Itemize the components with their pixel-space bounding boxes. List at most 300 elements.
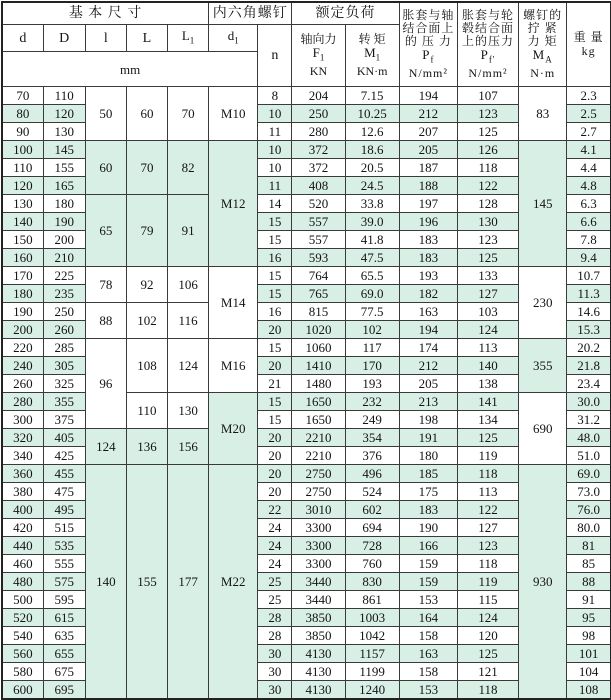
cell-d1: M14 [209,267,258,339]
cell-MA: 355 [519,339,567,393]
header-label: n [271,48,279,63]
cell-F: 204 [292,87,345,105]
cell-n: 15 [258,213,292,231]
cell-D: 455 [43,465,85,483]
cell-F: 764 [292,267,345,285]
cell-D: 285 [43,339,85,357]
cell-kg: 80.0 [567,519,611,537]
cell-Pf: 213 [399,393,457,411]
unit-label: N/mm² [468,66,508,81]
cell-n: 10 [258,159,292,177]
cell-MA: 230 [519,267,567,339]
cell-L: 60 [126,87,167,141]
cell-kg: 81 [567,537,611,555]
cell-kg: 51.0 [567,447,611,465]
cell-Pf: 197 [399,195,457,213]
cell-D: 180 [43,195,85,213]
cell-kg: 48.0 [567,429,611,447]
cell-d: 170 [2,267,43,285]
cell-d: 400 [2,501,43,519]
cell-d: 600 [2,681,43,700]
cell-d: 130 [2,195,43,213]
header-text: 螺钉的 拧 紧 力 矩 [523,7,563,48]
cell-Pf: 198 [399,411,457,429]
cell-M: 760 [345,555,399,573]
cell-n: 8 [258,87,292,105]
col-D [43,25,85,52]
spec-table [1,1,611,700]
cell-kg: 10.7 [567,267,611,285]
formula-symbol: $P_f$ [422,46,435,65]
cell-Pfp: 127 [457,519,518,537]
cell-M: 1199 [345,663,399,681]
cell-F: 372 [292,141,345,159]
cell-n: 24 [258,519,292,537]
cell-F: 3010 [292,501,345,519]
cell-M: 193 [345,375,399,393]
cell-F: 3300 [292,555,345,573]
cell-kg: 95 [567,609,611,627]
cell-L: 155 [126,465,167,700]
cell-D: 110 [43,87,85,105]
cell-n: 25 [258,573,292,591]
cell-L: 70 [126,141,167,195]
col-weight [567,2,611,87]
cell-Pf: 183 [399,231,457,249]
cell-Pf: 187 [399,159,457,177]
cell-D: 635 [43,627,85,645]
cell-n: 15 [258,231,292,249]
cell-Pfp: 113 [457,339,518,357]
header-text: 重 量 [573,30,604,44]
cell-M: 1042 [345,627,399,645]
cell-Pfp: 141 [457,393,518,411]
cell-D: 250 [43,303,85,321]
col-L1 [168,25,209,52]
cell-d: 340 [2,447,43,465]
cell-Pf: 164 [399,609,457,627]
cell-kg: 7.8 [567,231,611,249]
cell-Pf: 193 [399,267,457,285]
cell-Pfp: 140 [457,357,518,375]
group-basic-dimensions [2,2,209,25]
spec-table-header [2,2,611,87]
cell-F: 2750 [292,465,345,483]
cell-D: 405 [43,429,85,447]
cell-Pfp: 118 [457,465,518,483]
cell-n: 30 [258,681,292,700]
cell-Pf: 194 [399,321,457,339]
cell-kg: 4.8 [567,177,611,195]
cell-Pf: 212 [399,357,457,375]
cell-M: 861 [345,591,399,609]
cell-L1: 177 [168,465,209,700]
col-d [2,25,43,52]
cell-kg: 15.3 [567,321,611,339]
cell-n: 16 [258,303,292,321]
formula-symbol: $L_1$ [181,27,195,46]
cell-L: 136 [126,429,167,465]
cell-M: 1157 [345,645,399,663]
cell-Pfp: 118 [457,555,518,573]
cell-Pfp: 124 [457,609,518,627]
cell-Pf: 158 [399,663,457,681]
cell-F: 557 [292,213,345,231]
formula-symbol: $M_A$ [532,46,553,65]
cell-d1: M20 [209,393,258,465]
cell-kg: 9.4 [567,249,611,267]
cell-Pfp: 126 [457,141,518,159]
cell-d1: M12 [209,141,258,267]
cell-kg: 91 [567,591,611,609]
cell-F: 2750 [292,483,345,501]
cell-n: 20 [258,483,292,501]
cell-M: 77.5 [345,303,399,321]
table-row [2,339,611,357]
cell-Pfp: 125 [457,249,518,267]
cell-L1: 124 [168,339,209,393]
cell-Pfp: 120 [457,627,518,645]
cell-M: 524 [345,483,399,501]
cell-n: 15 [258,411,292,429]
cell-F: 1020 [292,321,345,339]
cell-D: 305 [43,357,85,375]
cell-Pf: 159 [399,555,457,573]
cell-M: 1240 [345,681,399,700]
cell-M: 41.8 [345,231,399,249]
cell-kg: 69.0 [567,465,611,483]
formula-symbol: $M_1$ [364,44,381,63]
cell-L1: 91 [168,195,209,267]
cell-n: 10 [258,105,292,123]
cell-Pfp: 133 [457,267,518,285]
group-hex-socket-screws [209,2,292,25]
cell-D: 595 [43,591,85,609]
cell-Pf: 194 [399,87,457,105]
header-text: 转 矩 [358,31,386,46]
cell-d: 150 [2,231,43,249]
cell-d1: M16 [209,339,258,393]
cell-F: 3850 [292,627,345,645]
cell-D: 200 [43,231,85,249]
cell-L: 108 [126,339,167,393]
cell-M: 1003 [345,609,399,627]
cell-Pf: 196 [399,213,457,231]
cell-L1: 82 [168,141,209,195]
unit-label: N·m [530,66,556,81]
cell-F: 815 [292,303,345,321]
cell-D: 165 [43,177,85,195]
cell-M: 830 [345,573,399,591]
cell-n: 24 [258,537,292,555]
cell-kg: 76.0 [567,501,611,519]
cell-kg: 2.3 [567,87,611,105]
cell-n: 14 [258,195,292,213]
cell-n: 22 [258,501,292,519]
cell-F: 557 [292,231,345,249]
cell-d1: M22 [209,465,258,700]
header-row [2,2,611,25]
cell-D: 210 [43,249,85,267]
cell-Pf: 205 [399,141,457,159]
cell-D: 475 [43,483,85,501]
cell-kg: 101 [567,645,611,663]
cell-Pfp: 130 [457,213,518,231]
cell-d: 360 [2,465,43,483]
cell-l: 124 [85,429,126,465]
col-torque [345,25,399,87]
cell-F: 1650 [292,411,345,429]
cell-l: 65 [85,195,126,267]
cell-D: 145 [43,141,85,159]
cell-Pfp: 127 [457,285,518,303]
cell-Pf: 205 [399,375,457,393]
cell-M: 65.5 [345,267,399,285]
header-text: 胀套与轮 毂结合面 上的压力 [462,7,515,48]
col-L [126,25,167,52]
cell-M: 47.5 [345,249,399,267]
cell-D: 615 [43,609,85,627]
cell-M: 102 [345,321,399,339]
cell-Pfp: 124 [457,321,518,339]
cell-L1: 70 [168,87,209,141]
cell-D: 325 [43,375,85,393]
cell-d: 480 [2,573,43,591]
header-text: 轴向力 [300,31,337,46]
unit-mm [2,52,258,87]
cell-Pf: 180 [399,447,457,465]
cell-Pfp: 121 [457,663,518,681]
col-pressure-shaft [399,2,457,87]
col-l [85,25,126,52]
cell-F: 408 [292,177,345,195]
cell-D: 355 [43,393,85,411]
cell-M: 376 [345,447,399,465]
cell-Pf: 175 [399,483,457,501]
cell-L: 92 [126,267,167,303]
cell-kg: 6.6 [567,213,611,231]
cell-n: 20 [258,429,292,447]
cell-n: 15 [258,267,292,285]
group-rated-load [292,2,399,25]
header-label: 内六角螺钉 [212,6,288,21]
cell-F: 3440 [292,573,345,591]
cell-kg: 73.0 [567,483,611,501]
cell-kg: 85 [567,555,611,573]
cell-F: 2210 [292,447,345,465]
col-screw-tightening-torque [519,2,567,87]
cell-F: 1060 [292,339,345,357]
cell-D: 575 [43,573,85,591]
cell-d: 320 [2,429,43,447]
col-n [258,25,292,87]
cell-Pfp: 128 [457,195,518,213]
cell-D: 225 [43,267,85,285]
cell-Pf: 212 [399,105,457,123]
cell-Pf: 182 [399,285,457,303]
header-label: d [19,30,27,46]
cell-D: 425 [43,447,85,465]
cell-Pf: 153 [399,681,457,700]
cell-d: 380 [2,483,43,501]
cell-M: 232 [345,393,399,411]
cell-kg: 88 [567,573,611,591]
table-row [2,141,611,159]
cell-d: 460 [2,555,43,573]
cell-kg: 31.2 [567,411,611,429]
cell-L1: 156 [168,429,209,465]
cell-Pf: 153 [399,591,457,609]
cell-n: 11 [258,177,292,195]
cell-F: 1410 [292,357,345,375]
cell-Pf: 183 [399,501,457,519]
cell-Pfp: 118 [457,681,518,700]
cell-kg: 30.0 [567,393,611,411]
cell-d: 120 [2,177,43,195]
cell-F: 3300 [292,519,345,537]
cell-Pf: 158 [399,627,457,645]
cell-Pf: 185 [399,465,457,483]
cell-M: 7.15 [345,87,399,105]
cell-M: 10.25 [345,105,399,123]
cell-Pfp: 107 [457,87,518,105]
cell-d: 420 [2,519,43,537]
cell-Pfp: 123 [457,231,518,249]
cell-L1: 130 [168,393,209,429]
cell-d1: M10 [209,87,258,141]
cell-kg: 4.1 [567,141,611,159]
cell-F: 3440 [292,591,345,609]
cell-Pf: 190 [399,519,457,537]
cell-M: 117 [345,339,399,357]
unit-label: KN [309,64,328,79]
cell-l: 50 [85,87,126,141]
cell-D: 495 [43,501,85,519]
cell-M: 69.0 [345,285,399,303]
cell-Pfp: 115 [457,591,518,609]
cell-D: 555 [43,555,85,573]
cell-D: 515 [43,519,85,537]
cell-Pfp: 122 [457,501,518,519]
cell-d: 280 [2,393,43,411]
header-label: 额定负荷 [315,6,376,21]
cell-F: 520 [292,195,345,213]
cell-Pf: 188 [399,177,457,195]
cell-Pf: 191 [399,429,457,447]
cell-d: 110 [2,159,43,177]
cell-kg: 23.4 [567,375,611,393]
cell-d: 200 [2,321,43,339]
cell-kg: 11.3 [567,285,611,303]
cell-D: 535 [43,537,85,555]
cell-D: 190 [43,213,85,231]
cell-Pf: 163 [399,303,457,321]
spec-table-body [2,87,611,700]
unit-label: KN·m [356,64,388,79]
cell-F: 1650 [292,393,345,411]
cell-Pfp: 119 [457,447,518,465]
cell-Pfp: 119 [457,573,518,591]
cell-F: 3300 [292,537,345,555]
cell-kg: 20.2 [567,339,611,357]
unit-label: kg [581,44,596,58]
cell-n: 20 [258,465,292,483]
cell-Pfp: 138 [457,375,518,393]
cell-d: 300 [2,411,43,429]
cell-Pfp: 118 [457,159,518,177]
cell-n: 30 [258,645,292,663]
cell-n: 16 [258,249,292,267]
cell-M: 18.6 [345,141,399,159]
cell-d: 160 [2,249,43,267]
header-label: D [59,30,70,46]
cell-M: 354 [345,429,399,447]
cell-d: 540 [2,627,43,645]
unit-label: N/mm² [408,66,448,81]
cell-M: 39.0 [345,213,399,231]
cell-Pf: 183 [399,249,457,267]
cell-L: 79 [126,195,167,267]
cell-M: 12.6 [345,123,399,141]
cell-M: 20.5 [345,159,399,177]
cell-F: 280 [292,123,345,141]
cell-n: 15 [258,285,292,303]
cell-n: 21 [258,375,292,393]
cell-kg: 108 [567,681,611,700]
cell-M: 24.5 [345,177,399,195]
cell-F: 3850 [292,609,345,627]
cell-MA: 690 [519,393,567,465]
cell-n: 28 [258,609,292,627]
cell-F: 593 [292,249,345,267]
cell-kg: 14.6 [567,303,611,321]
formula-symbol: $F_1$ [312,44,325,63]
cell-n: 15 [258,393,292,411]
cell-d: 220 [2,339,43,357]
header-label: mm [120,61,141,77]
cell-F: 4130 [292,681,345,700]
cell-D: 260 [43,321,85,339]
cell-n: 20 [258,321,292,339]
cell-Pfp: 125 [457,429,518,447]
cell-d: 500 [2,591,43,609]
cell-d: 520 [2,609,43,627]
cell-d: 440 [2,537,43,555]
cell-d: 240 [2,357,43,375]
formula-symbol: $d_1$ [227,27,239,46]
cell-F: 372 [292,159,345,177]
cell-d: 190 [2,303,43,321]
formula-symbol: $P_{f'}$ [480,46,496,65]
col-pressure-hub [457,2,518,87]
table-row [2,465,611,483]
cell-Pfp: 113 [457,483,518,501]
cell-D: 120 [43,105,85,123]
cell-d: 70 [2,87,43,105]
cell-Pf: 166 [399,537,457,555]
cell-F: 250 [292,105,345,123]
cell-M: 249 [345,411,399,429]
cell-d: 80 [2,105,43,123]
cell-Pfp: 134 [457,411,518,429]
cell-l: 88 [85,303,126,339]
col-axial-force [292,25,345,87]
cell-l: 60 [85,141,126,195]
cell-M: 728 [345,537,399,555]
cell-d: 580 [2,663,43,681]
cell-n: 10 [258,141,292,159]
header-label: L [142,30,152,46]
